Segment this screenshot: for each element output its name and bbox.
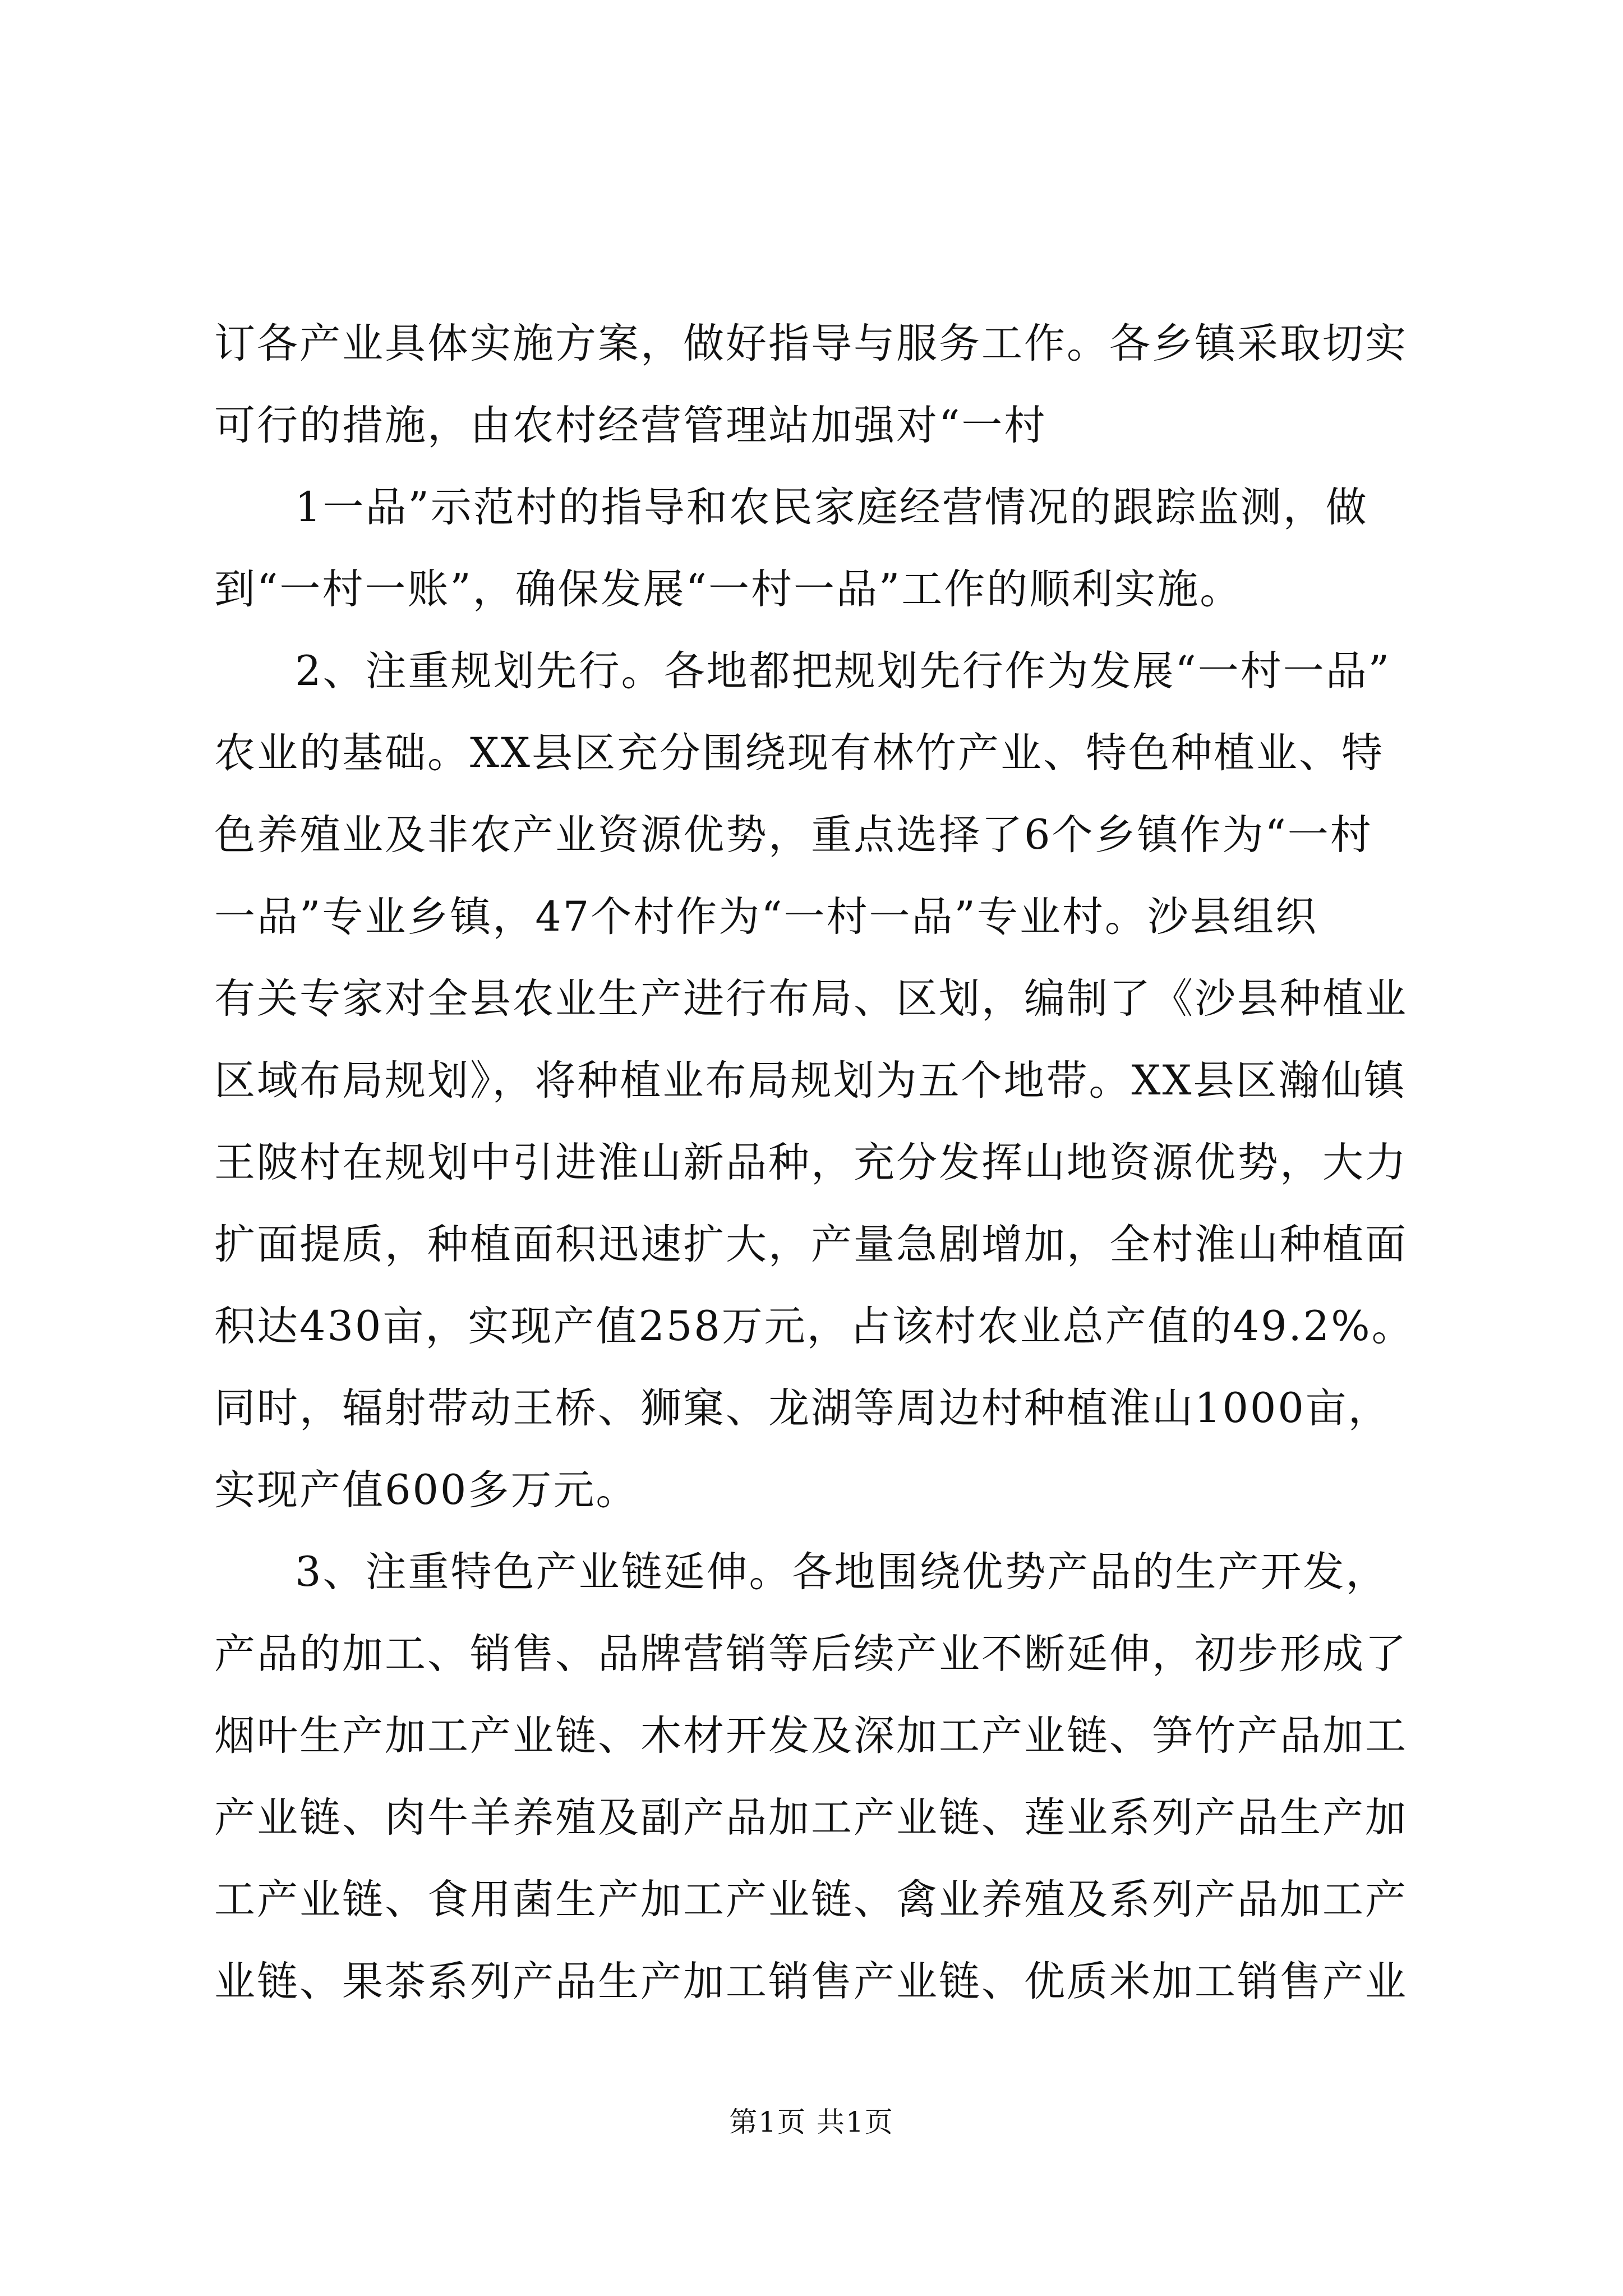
- text-line: 产业链、肉牛羊养殖及副产品加工产业链、莲业系列产品生产加: [214, 1794, 1408, 1842]
- text-line: 订各产业具体实施方案，做好指导与服务工作。各乡镇采取切实: [214, 320, 1408, 367]
- text-line: 1一品”示范村的指导和农民家庭经营情况的跟踪监测，做: [295, 484, 1368, 531]
- text-line: 工产业链、食用菌生产加工产业链、禽业养殖及系列产品加工产: [214, 1876, 1408, 1924]
- text-line: 烟叶生产加工产业链、木材开发及深加工产业链、笋竹产品加工: [214, 1712, 1408, 1760]
- text-line: 色养殖业及非农产业资源优势，重点选择了6个乡镇作为“一村: [214, 811, 1373, 859]
- text-line: 可行的措施，由农村经营管理站加强对“一村: [214, 402, 1047, 449]
- page-footer: 第1页 共1页: [729, 2106, 894, 2138]
- text-line: 一品”专业乡镇，47个村作为“一村一品”专业村。沙县组织: [214, 893, 1318, 941]
- text-line: 区域布局规划》，将种植业布局规划为五个地带。XX县区瀚仙镇: [214, 1057, 1407, 1105]
- body-text: [214, 303, 1426, 2023]
- text-line: 农业的基础。XX县区充分围绕现有林竹产业、特色种植业、特: [214, 729, 1384, 777]
- text-line: 王陂村在规划中引进淮山新品种，充分发挥山地资源优势，大力: [214, 1139, 1408, 1186]
- text-line: 同时，辐射带动王桥、狮窠、龙湖等周边村种植淮山1000亩，: [214, 1384, 1391, 1432]
- text-line: 有关专家对全县农业生产进行布局、区划，编制了《沙县种植业: [214, 975, 1408, 1023]
- text-line: 2、注重规划先行。各地都把规划先行作为发展“一村一品”: [295, 647, 1391, 695]
- text-line: 实现产值600多万元。: [214, 1466, 639, 1514]
- text-line: 到“一村一账”，确保发展“一村一品”工作的顺利实施。: [214, 565, 1243, 613]
- text-line: 3、注重特色产业链延伸。各地围绕优势产品的生产开发，: [295, 1548, 1389, 1596]
- text-line: 业链、果茶系列产品生产加工销售产业链、优质米加工销售产业: [214, 1958, 1408, 2005]
- text-line: 产品的加工、销售、品牌营销等后续产业不断延伸，初步形成了: [214, 1630, 1408, 1678]
- text-line: 扩面提质，种植面积迅速扩大，产量急剧增加，全村淮山种植面: [214, 1221, 1408, 1268]
- text-line: 积达430亩，实现产值258万元，占该村农业总产值的49.2%。: [214, 1303, 1414, 1350]
